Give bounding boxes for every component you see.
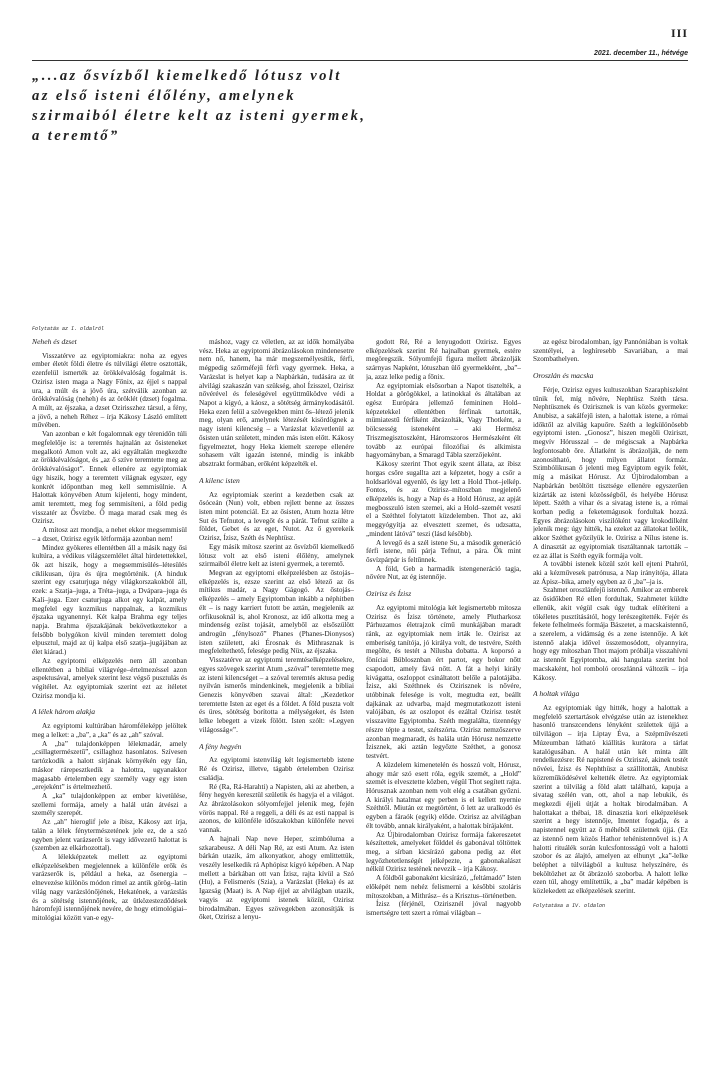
section-heading: Neheh és dzset xyxy=(32,338,77,346)
article-column-3 xyxy=(366,338,521,1054)
paragraph: máshoz, vagy cz véletlen, az az idők homályába vész. Heka az egyiptomi ábrázolásokon mindenesetre nem nő, hanem, ha már megszemélyesítik, férfi, mégpedig szőrméfejű férfi vagy gyermek. Heka, a Varázslat is helyet kap a Napbárkán, tudására az út alvilági szakaszán van szükség, ahol Ízisszel, Ozirisz nővérével és feleségével együttműködve védi a Napot a kígyó, a káosz, a sötétség ármánykodásától. Heka ezen felül a szövegekben mint ős–létező jelenik meg, olyan erő, amelynek létezését kisördögnek a nagy isteni kilencség – a Varázslat közvetlenül az ősisten után született, minden más isten előtt. Kákosy figyelmeztet, hogy Heka kiemelt szerepe ellenére sohasem vált igazán istenné, mindig is inkább absztrakt formában, erőként képzelték el. xyxy=(199,338,354,469)
article-column-1 xyxy=(32,338,187,1054)
article-columns xyxy=(32,338,688,1054)
paragraph: Az egyiptomi mitológia két legismertebb mítosza Ozirisz és Ízisz története, amely Plutharkosz Párhuzamos életrajzok című munkájában maradt ránk, az egyiptomiak nem írták le. Ozirisz az emberiség tanítója, jó királya volt, de testvére, Széth megölte, és testét a Nílusba dobatta. A koporsó a föníciai Büblosznban ért partot, egy bokor nőtt csapodott, amely fává nőtt. A fát a helyi király kivágatta, oszloppot csináltatott belőle a palotájába. Ízisz, aki Széthnek és Ozirisznek is nővére, utóbbinak felesége is volt, megtudta ezt, beállt dajkának az udvarba, majd megmutatkozott isteni valójában, és az oszlopot és ezáltal Ozirisz testét visszavitte Egyiptomba. Széth megtalálta, tizennégy részre tépte a testet, szétszórta. Ozirisz nemzőszerve azonban megmaradt, és halála után Hórusz nemzette Ízisznek, aki aztán legyőzte Széthet, a gonosz testvért. xyxy=(366,603,521,761)
paragraph: Kákosy szerint Thot egyik szent állata, az íbisz horgas csőre sugallta azt a képzetet, hogy a csőr a holdsarlóval egyenlő, és így lett a Hold Thot–jelkép. Fontos, és az Ozirisz–mítoszban megjelenő elképzelés is, hogy a Nap és a Hold Hórusz, az apját megbosszuló isten szemei, aki a Hold–szemét vesztí el a Széthtel folytatott küzdelemben. Thot az, aki meggyógyítja az elvesztett szemet, és udzsatta, „mindent látóvá” teszi (lásd később). xyxy=(366,460,521,538)
issue-date: 2021. december 11., hétvége xyxy=(593,50,688,57)
paragraph: Van azonban e két fogalomnak egy térenidőn túli megfelelője is: a teremtés hajnalán az ősisteneket megalkotó Amon volt az, aki egyáltalán megkezdte az örökkévalóságot, és „az ő szíve teremtette meg az örökkévalóságot”. Ennek ellenére az egyiptomiak úgy hiszik, hogy a teremtett világnak egyszer, egy konkrét időpontban meg kell semmisülnie. A Halottak könyvében Atum kijelenti, hogy mindent, amit teremtett, meg fog semmisíteni, a föld pedig visszatér az Ősvízbe. Ő maga marad csak meg és Ozirisz. xyxy=(32,430,187,526)
paragraph: Az egyiptomiak úgy hitték, hogy a halottak a megfelelő szertartások elvégzése után az istenekhez hasonló transzcendens lényként születtek újjá a túlvilágon – írja Liptay Éva, a Szépművészeti Múzeumban látható kiállítás kurátora a tárlat katalógusában. A halál után két minta állt rendelkezésre: Ré napistené és Oziriszé, akinek testét nővéei, Ízisz és Nephthüsz a szállították, Anubisz közreműködésével keltették életre. Az egyiptomiak szerint a túlvilág a föld alatt található, kapuja a sivatag szélén van, ott, ahol a nap lebukik, és megkezdi éjjeli útját a holtak birodalmában. A halottakat a thébai, 18. dinasztia kori elképzelések szerint a hegy istennője, Imentet fogadja, és a napistennel együtt az ő méhéből születnek újjá. (Ez az istennő nem közös Hathor tehénistennővel is.) A halotti rituálék során kulcsfontosságú volt a halotti szobor és az álajtó, amelyen az elhunyt „ka”-lelke beléphet a túlvilágból a kultusz helyszínére, és beköltözhet az őt ábrázoló szoborba. A halott lelke ezen túl, ahogy említettük, a „ba” madár képében is közlekedett az elképzelések szerint. xyxy=(533,704,688,896)
section-heading: Ozirisz és Ízisz xyxy=(366,589,412,599)
paragraph: Visszatérve az egyiptomi teremtéselképzelésekre, egyes szövegek szerint Atum „szóval” teremtette meg az isteni kilencséget – a szóval teremtés aktusa pedig nyilván ismerős mindenkinek, megjelenik a bibliai Genezis könyvében szavai által: „Kezdetkor teremtette Isten az eget és a földet. A föld puszta volt és üres, sötétség borította a mélységeket, és Isten lelke lebegett a vizek fölött. Isten szólt: »Legyen világosság«”. xyxy=(199,656,354,734)
paragraph: Egy másik mítosz szerint az ősvízből kiemelkedő lótusz volt az első isteni élőlény, amelynek szirmaiból életre kelt az isteni gyermek, a teremtő. xyxy=(199,542,354,569)
paragraph: A „ka” tulajdonképpen az ember kivetülése, szellemi formája, amely a halál után átvészi a személy szerepét. xyxy=(32,791,187,818)
paragraph: az egész birodalomban, így Pannóniában is voltak szentélyei, a leghíresebb Savariában, a mai Szombathelyen. xyxy=(533,338,688,364)
paragraph: Az egyiptomi istenvilág két legismertebb istene Ré és Ozirisz, illetve, tágabb értelemben Ozirisz családja. xyxy=(199,756,354,782)
paragraph: Visszatérve az egyiptomiakra: noha az egyes ember életét földi életre és túlvilági életre osztották, ezenfelül ismerték az örökkévalóság fogalmát is. Ozirisz isten maga a Nagy Főnix, az éjjel s nappal ura, a múlt és a jövő úra, szétválik azonban az örökkévalóság (neheh) és az öröklét (dzset) fogalma. A múlt, az éjszaka, a dzset Ozirisszhez társul, a fény, a jövő, a neheh Réhez – írja Kákosy László említett művében. xyxy=(32,351,187,430)
article-column-2 xyxy=(199,338,354,1054)
paragraph: Az egyiptomi kultúrában háromféleképp jelöltek meg a lelket: a „ba”, a „ka” és az „ah” szóval. xyxy=(32,722,187,739)
paragraph: A földből gabonaként kicsírázó, „feltámadó” Isten előképét nem nehéz felismerni a későbbi szoláris mítoszokban, a Mithrász– és a Krisztus–történetben. xyxy=(366,874,521,900)
paragraph: Az egyiptomi elképzelés nem áll azonban ellentétben a bibliai világvége–értelmezéssel azon aspektusával, amelyek szerint lesz végső pusztulás és végítélet. Az egyiptomiak szerint ezt az ítéletet Ozirisz mondja ki. xyxy=(32,656,187,700)
pull-quote: „...az ősvízből kiemelkedő lótusz volt az első isteni élőlény, amelynek szirmaiból életre kelt az isteni gyermek, a teremtő” xyxy=(32,68,367,144)
paragraph: Az egyiptomiak elsősorban a Napot tisztelték, a Holdat a görögökkel, a latinokkal és általában az egész Európára jellemző femininen Hold–képzetekkel ellentétben férfinak tartották, mümiatestű férfiként ábrázolták, Vagy Thotként, a bölcsesség isteneként – aki Hermész Triszmegisztoszként, Háromszoros Hermészként élt tovább az európai filozófiai és alkimista hagyományban, a Smaragd Tábla szerzőjeként. xyxy=(366,381,521,460)
paragraph: Megvan az egyiptomi elképzelésben az őstojás–elképzelés is, ezsze szerint az első létező az ős mítikus madár, a Nagy Gágogó. Az őstojás–elképzelés – amely Egyiptomban inkább a néphitben élt – is nagy karriert futott be aztán, megjelenik az orfikusoknál is, ahol Kronosz, az idő alkotta meg a mindenség ezüst tojását, amelyből az elsőszülött androgün „fénylsoző” Phanes (Phanes-Dionysos) isten született, aki Érosnak és Mithrasznak is megfeleltethető, felesége pedig Nüx, az éjszaka. xyxy=(199,568,354,656)
paragraph: Az Újbirodalomban Ozirisz formája fakereszetet készítettek, amelyeket földdel és gabonával töltöttek meg, a sírban kicsírázó gabona pedig az élet legyőzhetetlenségét jelképezte, a gabonakalászt nélkül Ozirisz testének nevezik – írja Kákosy. xyxy=(366,830,521,874)
paragraph: A további istenek közül szót kell ejteni Ptahról, aki a kézművesek patrónusa, a Nap irányítója, állata az Ápisz–bika, amely egyben az ő „ba”–ja is. xyxy=(533,560,688,586)
paragraph: Az „ah” hieroglif jele a íbisz, Kákosy azt írja, talán a lélek fénytermészetének jele ez, de a szó egyben jelent varázserőt is vagy idővezető halottat is (szemben az elkárhozottal). xyxy=(32,818,187,853)
paragraph: Mindez gyökeres ellentétben áll a másik nagy ősi kultúra, a védikus világszemlélet által hirdetettekkel, ők azt hiszik, hogy a megsemmisülés–létesülés ciklikusan, újra és újra megtörténik. (A hinduk szerint egy csaturjuga négy világkorszakokból áll, ezek: a Szatja–juga, a Tréta–juga, a Dvápara–juga és Kalí–juga. Ezer csaturjuga alkot egy kalpát, amely megfelel egy kozmikus nappalnak, a kozmikus éjszaka ugyanennyi. Két kalpa Brahma egy teljes napja. Brahma éjszakájának bekövetkeztekor a felsőbb bolygókon kívül minden teremtett dolog elpusztul, majd az új kalpa első szatja–jugájában az élet kiárad.) xyxy=(32,543,187,657)
paragraph: Férje, Ozirisz egyes kultuszokban Szaraphiszként tűnik fel, míg nővére, Nephtüsz Széth társa. Nephtüsznek és Ozirisznek is van közös gyermeke: Anubisz, a sakálfejű isten, a halottak istene, a római időktől az alvilág kapuőre. Széth a legkülönösebb egyiptomi isten. „Gonosz”, hiszen megöli Oziriszt, megvív Hórusszal – de mégiscsak a Napbárka legfontosabb őre. Állatként is ábrázolják, de nem azonosítható, hogy milyen állatot formáz. Szimbólikusan ő jelenti meg Egyiptom egyik felét, míg a másikat Hórusz. Az Újbirodalomban a Napbárkán betöltött tisztsége ellenére egyszerűen kizárták az isteni közösségből, és helyébe Hórusz lépett. Széth a vihar és a sivatag istene is, a római korban pedig a feketemágusok fordultak hozzá. Egyes ábrázolásokon viszilóként vagy krokodilként jelenik meg: úgy hitték, ha ezeket az állatokat leölik, akkor Széthet győzilyük le. Ozirisz a Nílus istene is. A dinasztát az egyiptomiak tisztáltannak tartották – ez az állat is Széth egyik formája volt. xyxy=(533,385,688,560)
paragraph: Ré (Ra, Rá-Harahti) a Napisten, aki az ahetben, a fény hegyén keresztül születik és hagyja el a világot. Az ábrázolásokon sólyomfejjel jelenik meg, fején vörös nappal. Ré a reggeli, a déli és az esti nappal is azonos, de különféle időszakokban különféle nevei vannak. xyxy=(199,782,354,835)
paragraph: godott Ré, Ré a lenyugodott Ozirisz. Egyes elképzelések szerint Ré hajnalban gyermek, estére megöregszik. Sólyomfejű figura mellett ábrázolják szárnyas Napként, lótuszban ülő gyermekként, „ba”–ja, azaz lelke pedig a főnix. xyxy=(366,338,521,381)
paragraph: A lélekképzetek mellett az egyiptomi elképzelésekben megjelennek a különféle erők és varázserők is, például a heka, az ősenergia – elnevezése különös módon rímel az antik görög–latin világ nagy varázslónőjének, Hekatének, a varázslás és a sötétség istennőjének, az ütközestezdődések háromfejű istennőjének nevére, de hogy etimológiai–mitológiai között van-e egy- xyxy=(32,852,187,922)
paragraph: Az egyiptomiak szerint a kezdetben csak az ősóceán (Nun) volt, ebben rejlett benne az összes isten mint potenciál. Ez az ősisten, Atum hozta létre Sut és Tefnutot, a levegőt és a párát. Tefnut szülte a földet, Gebet és az eget, Nutot. Az ő gyerekeik Ozirisz, Ízisz, Széth és Nephtüsz. xyxy=(199,490,354,543)
continued-from-label: Folytatás az I. oldalról xyxy=(32,326,105,332)
paragraph: A mítosz azt mondja, a nehet ekkor megsemmisül – a dzset, Ozirisz egyik létformája azonban nem! xyxy=(32,526,187,543)
paragraph: A levegő és a szél istene Su, a második generáció férfi istene, női párja Tefnut, a pára. Ők mint ősvízpárpár is feltűnnek. xyxy=(366,538,521,564)
section-heading: A fény hegyén xyxy=(199,741,242,751)
article-column-4 xyxy=(533,338,688,1054)
paragraph: A hajnali Nap neve Heper, szimbóluma a szkarabeusz. A déli Nap Ré, az esti Atum. Az isten bárkán utazik, ám alkonyatkor, ahogy emlittettük, veszély leselkedik rá Aphópisz kígyó képében. A Nap mellett a bárkában ott van Ízisz, rajta kívül a Szó (Hu), a Felismerés (Szia), a Varázslat (Heka) és az Igazság (Maat) is. A Nap éjjel az alvilágban utazik, vagyis az egyiptomi istenek közül, Ozirisz birodalmában. Egyes szövegekben azonosítják is őket, Ozirisz a lenyu- xyxy=(199,834,354,922)
paragraph: Ízisz (férjénél, Ozirisznél jóval nagyobb ismertségre tett szert a római világban – xyxy=(366,900,521,917)
header-rule xyxy=(32,60,688,61)
section-heading: A holtak világa xyxy=(533,689,580,699)
section-heading: A kilenc isten xyxy=(199,475,240,485)
section-heading: Oroszlán és macska xyxy=(533,371,594,381)
section-heading: A lélek három alakja xyxy=(32,707,96,717)
paragraph: A „ba” tulajdonképpen lélekmadár, amely „csillagtermészetű”, csillaghoz hasonlatos. Szívesen tartózkodik a halott sírjának környékén egy fán, máskor rárepesztkedik a halottra, ugyanakkor magasabb értelemben egy személy vagy egy isten „erejeként” is értelmezhető. xyxy=(32,739,187,792)
paragraph: Szahmet oroszlánfejű istennő. Amikor az emberek az ősidőkben Ré ellen fordultak, Szahmetet küldte ellenük, akit végül csak úgy tudtak elítéríteni a tökéletes pusztításától, hogy lerészegítették. Fejér és fekete felhelmeés formája Bászetet, a macskaistennő, a szerelem, a vidámság és a zene istennője. A két istennő alakja idővel összemosódott, olyannyira, hogy egy mítoszban Thot majom próbálja visszahívni az istennőt Egyiptomba, aki hangulata szerint hol macskaként, hol romboló oroszlánná változik – írja Kákosy. xyxy=(533,586,688,682)
paragraph: A küzdelem kimenetelén és hosszú volt, Hórusz, ahogy már szó esett róla, egyik szemét, a „Hold” szemét is elvesztette közben, végül Thot segített rajta. Hórusznak azonban nem volt elég a csatában győzni. A királyi hatalmat egy perben is el kellett nyernie Széthtől. Miután ez megtörtént, ő lett az uralkodó és egyben a fáraók (egyik) előde. Ozirisz az alvilágban élt tovább, annak királyaként, a halottak bírájaként. xyxy=(366,760,521,830)
paragraph: A föld, Geb a harmadik istengeneráció tagja, nővére Nut, az ég istennője. xyxy=(366,564,521,582)
page-number: III xyxy=(670,26,688,40)
continued-on-label: Folytatása a IV. oldalon xyxy=(533,902,606,909)
